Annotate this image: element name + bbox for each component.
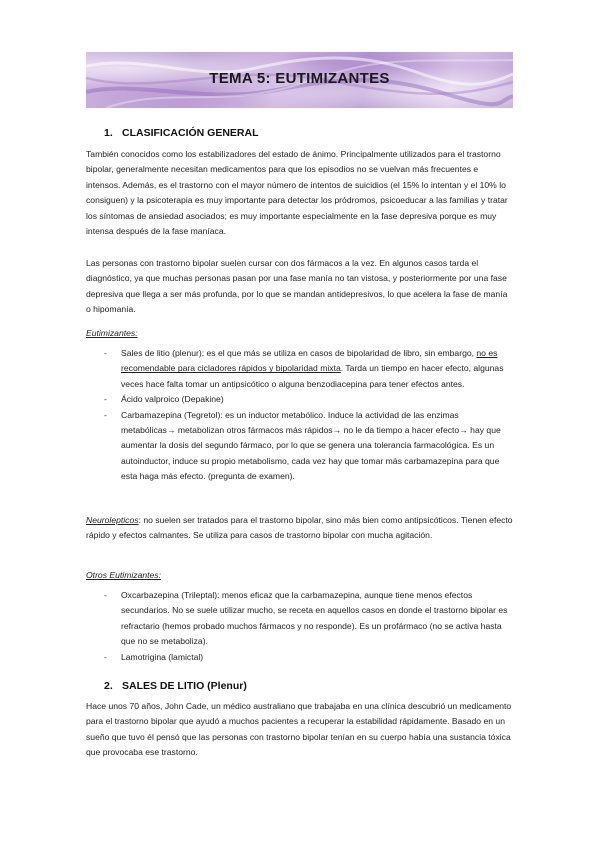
list-item-underlined-text: no es recomendable para cicladores rápidos y bipolaridad mixta — [121, 348, 498, 374]
page-title: TEMA 5: EUTIMIZANTES — [209, 70, 390, 87]
list-item — [104, 588, 514, 650]
otros-eutimizantes-list — [104, 588, 514, 665]
eutimizantes-list — [104, 346, 514, 485]
section-2-number: 2. — [104, 680, 113, 692]
section-1-heading — [104, 127, 259, 139]
list-item — [104, 346, 514, 392]
title-banner — [86, 52, 513, 108]
list-item — [104, 408, 514, 485]
list-item — [104, 392, 514, 407]
list-marker: - — [104, 348, 107, 358]
list-item-text: Ácido valproico (Depakine) — [121, 394, 224, 405]
section-2-heading — [104, 680, 247, 692]
section-1-title: CLASIFICACIÓN GENERAL — [122, 127, 259, 139]
neurolepticos-label: Neurolepticos — [86, 515, 139, 525]
list-item-text: Oxcarbazepina (Trileptal): menos eficaz que la carbamazepina, aunque tiene menos efectos secundarios. No se suele utilizar mucho, se receta en aquellos casos en donde el trastorno bipolar es refractario (hemos probado muchos fármacos y no responde). Es un profármaco (no se activa hasta que no se metaboliza). — [121, 590, 508, 647]
section-1-number: 1. — [104, 127, 113, 139]
neurolepticos-text: : no suelen ser tratados para el trastorno bipolar, sino más bien como antipsicóticos. Tienen efecto rápido y efectos calmantes. Se utiliza para casos de trastorno bipolar con mucha agitación. — [86, 515, 513, 541]
list-item-text: Sales de litio (plenur): es el que más se utiliza en casos de bipolaridad de libro, sin embargo, — [121, 348, 477, 358]
list-marker: - — [104, 590, 107, 600]
section-2-paragraph-1: Hace unos 70 años, John Cade, un médico australiano que trabajaba en una clínica descubrió un medicamento para el trastorno bipolar que ayudó a muchos pacientes a recuperar la estabilidad rápidamente. Basado en un sueño que tuvo él pensó que las personas con trastorno bipolar tenían en su cuerpo había una sustancia tóxica que provocaba ese trastorno. — [86, 701, 512, 758]
list-marker: - — [104, 409, 107, 420]
list-item-text-end: . Tarda un tiempo en hacer efecto, algunas veces hace falta tomar un antipsicótico o alguna benzodiacepina para tener efectos antes. — [121, 363, 504, 389]
list-item — [104, 650, 514, 665]
section-1-paragraph-1: También conocidos como los estabilizadores del estado de ánimo. Principalmente utilizados para el trastorno bipolar, generalmente necesitan medicamentos para que los episodios no se vuelvan más frecuentes e intensos. Además, es el trastorno con el mayor número de intentos de suicidios (el 15% lo intentan y el 10% lo consiguen) y la psicoterapia es muy importante para detectar los pródromos, psicoeducar a las familias y tratar los síntomas de ansiedad asociados; es muy importante especialmente en la fase depresiva porque es muy intensa después de la fase maníaca. — [86, 149, 508, 237]
list-item-text: Lamotrigina (lamictal) — [121, 651, 204, 662]
otros-eutimizantes-label: Otros Eutimizantes: — [86, 570, 161, 580]
neurolepticos-paragraph — [86, 513, 514, 544]
list-marker: - — [104, 394, 107, 405]
section-2-title: SALES DE LITIO (Plenur) — [122, 680, 247, 692]
list-marker: - — [104, 651, 107, 662]
eutimizantes-label: Eutimizantes: — [86, 328, 138, 338]
list-item-text: Carbamazepina (Tegretol): es un inductor metabólico. Induce la actividad de las enzimas metabólicas→ metabolizan otros fármacos más rápidos→ no le da tiempo a hacer efecto→ hay que aumentar la dosis del segundo fármaco, por lo que se genera una tolerancia farmacológica. Es un autoinductor, induce su propio metabolismo, cada vez hay que tomar más carbamazepina para que esta haga más efecto. (pregunta de examen). — [121, 409, 501, 482]
section-1-paragraph-2: Las personas con trastorno bipolar suelen cursar con dos fármacos a la vez. En algunos casos tarda el diagnóstico, ya que muchas personas pasan por una fase manía no tan vistosa, y posteriormente por una fase depresiva que llega a ser más profunda, por lo que se mandan antidepresivos, lo que acelera la fase de manía o hipomanía. — [86, 258, 508, 315]
